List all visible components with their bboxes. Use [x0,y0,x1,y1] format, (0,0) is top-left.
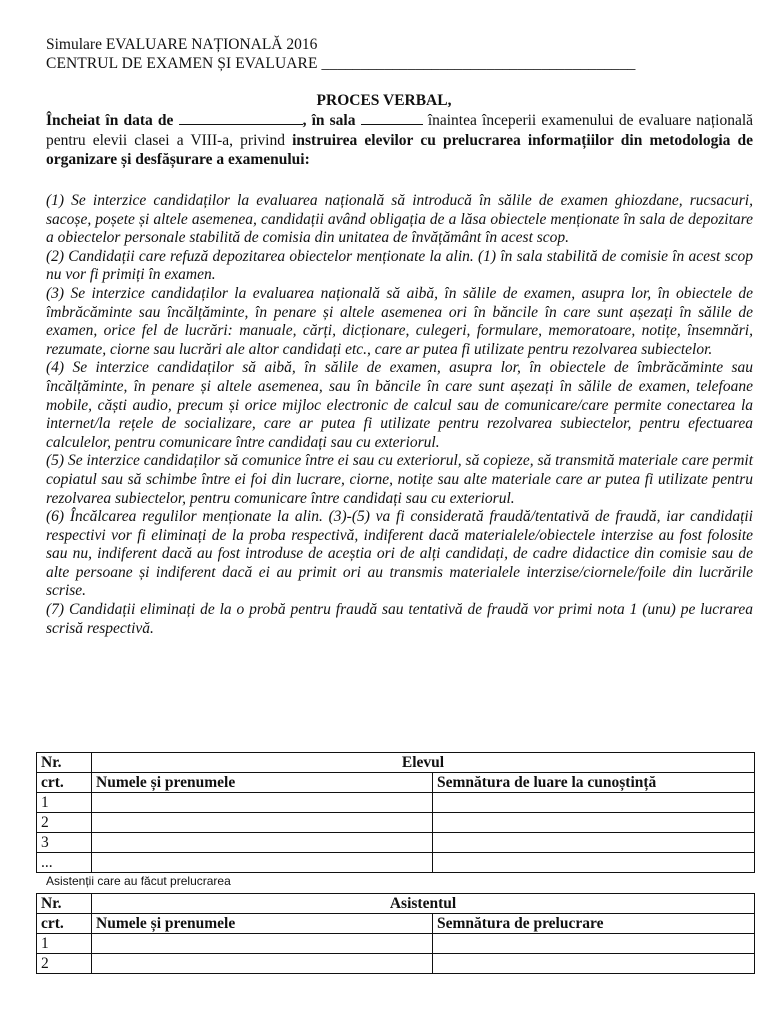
row-number: 1 [37,793,92,813]
signature-column-header: Semnătura de prelucrare [433,914,755,934]
intro-bold-phrase: instruirea elevilor [292,131,414,149]
signature-cell[interactable] [433,813,755,833]
name-column-header: Numele și prenumele [92,773,433,793]
rule-paragraph: (7) Candidații eliminați de la o probă pentru fraudă sau tentativă de fraudă vor primi nota 1 (unu) pe lucrarea scrisă respectivă. [46,601,753,637]
table-row [37,853,755,873]
room-blank [361,110,423,125]
table-row [37,813,755,833]
intro-text-date: Încheiat în data de [46,112,174,129]
students-group-header: Elevul [92,753,755,773]
crt-header: crt. [37,914,92,934]
students-table [36,752,755,873]
rule-paragraph: (1) Se interzice candidaților la evaluarea națională să introducă în sălile de examen ghiozdane, rucsacuri, sacoșe, poșete și altele asemenea, candidații având obligația de a lăsa obiectele menționate în sala de depozitare a obiectelor personale stabilită de comisia din unitatea de învățământ în acest scop. [46,192,753,247]
rules-list [46,192,753,638]
nr-header: Nr. [37,753,92,773]
table-row [37,954,755,974]
crt-header: crt. [37,773,92,793]
signature-column-header: Semnătura de luare la cunoștință [433,773,755,793]
signature-cell[interactable] [433,954,755,974]
signature-cell[interactable] [433,934,755,954]
intro-paragraph [46,110,753,170]
row-number: ... [37,853,92,873]
name-cell[interactable] [92,934,433,954]
row-number: 3 [37,833,92,853]
name-column-header: Numele și prenumele [92,914,433,934]
intro-text-end: cu prelucrarea informațiilor din metodologia de organizare și desfășurare a examenului: [46,131,754,168]
assistants-caption: Asistenții care au făcut prelucrarea [46,874,231,888]
exam-header: Simulare EVALUARE NAȚIONALĂ 2016 [46,36,318,53]
name-cell[interactable] [92,954,433,974]
signature-cell[interactable] [433,853,755,873]
name-cell[interactable] [92,853,433,873]
rule-paragraph: (3) Se interzice candidaților la evaluarea națională să aibă, în sălile de examen, asupra lor, în obiectele de îmbrăcăminte sau încălțăminte, în penare și altele asemenea ori în băncile în care sunt așezați în sălile de examen, orice fel de lucrări: manuale, cărți, dicționare, culegeri, formulare, memoratoare, notițe, însemnări, rezumate, ciorne sau lucrări ale altor candidați etc., care ar putea fi utilizate pentru rezolvarea subiectelor. [46,284,753,358]
document-title: PROCES VERBAL, [316,92,452,109]
rule-paragraph: (4) Se interzice candidaților să aibă, în sălile de examen, asupra lor, în obiectele de îmbrăcăminte sau încălțăminte, în penare și altele asemenea, sau în băncile în care sunt așezați în sălile de examen, telefoane mobile, căști audio, precum și orice mijloc electronic de calcul sau de comunicare/care permite conectarea la internet/la rețele de socializare, care ar putea fi utilizate pentru rezolvarea subiectelor, pentru efectuarea calculelor, pentru comunicare între candidați sau cu exteriorul. [46,359,753,451]
name-cell[interactable] [92,813,433,833]
name-cell[interactable] [92,793,433,813]
exam-center-line: CENTRUL DE EXAMEN ȘI EVALUARE ________________________________________ [46,55,636,72]
signature-cell[interactable] [433,793,755,813]
name-cell[interactable] [92,833,433,853]
row-number: 2 [37,954,92,974]
signature-cell[interactable] [433,833,755,853]
row-number: 1 [37,934,92,954]
rule-paragraph: (6) Încălcarea regulilor menționate la alin. (3)-(5) va fi considerată fraudă/tentativă de fraudă, iar candidații respectivi vor fi eliminați de la proba respectivă, indiferent dacă materialele/obiectele interzise au fost folosite sau nu, indiferent dacă au fost introduse de aceștia ori de alți candidați, de cadre didactice din comisie sau de alte persoane și indiferent dacă ei au primit ori au transmis materialele interzise/ciornele/foile din lucrările scrise. [46,508,753,600]
assistants-group-header: Asistentul [92,894,755,914]
rule-paragraph: (2) Candidații care refuză depozitarea obiectelor menționate la alin. (1) în sala stabilită de comisie în acest scop nu vor fi primiți în examen. [46,247,753,284]
rule-paragraph: (5) Se interzice candidaților să comunice între ei sau cu exteriorul, să copieze, să transmită materiale care permit copiatul sau să schimbe între ei foi din lucrare, ciorne, notițe sau alte materiale care ar putea fi utilizate pentru rezolvarea subiectelor, pentru comunicare între candidați sau cu exteriorul. [46,452,753,507]
table-row [37,793,755,813]
table-row [37,833,755,853]
nr-header: Nr. [37,894,92,914]
date-blank [179,110,303,125]
table-row [37,934,755,954]
intro-text-purpose: înaintea începerii examenului de evaluare națională pentru elevii clasei a VIII-a, privind [46,112,754,149]
assistants-table [36,893,755,974]
intro-text-room: , în sala [302,112,356,129]
row-number: 2 [37,813,92,833]
